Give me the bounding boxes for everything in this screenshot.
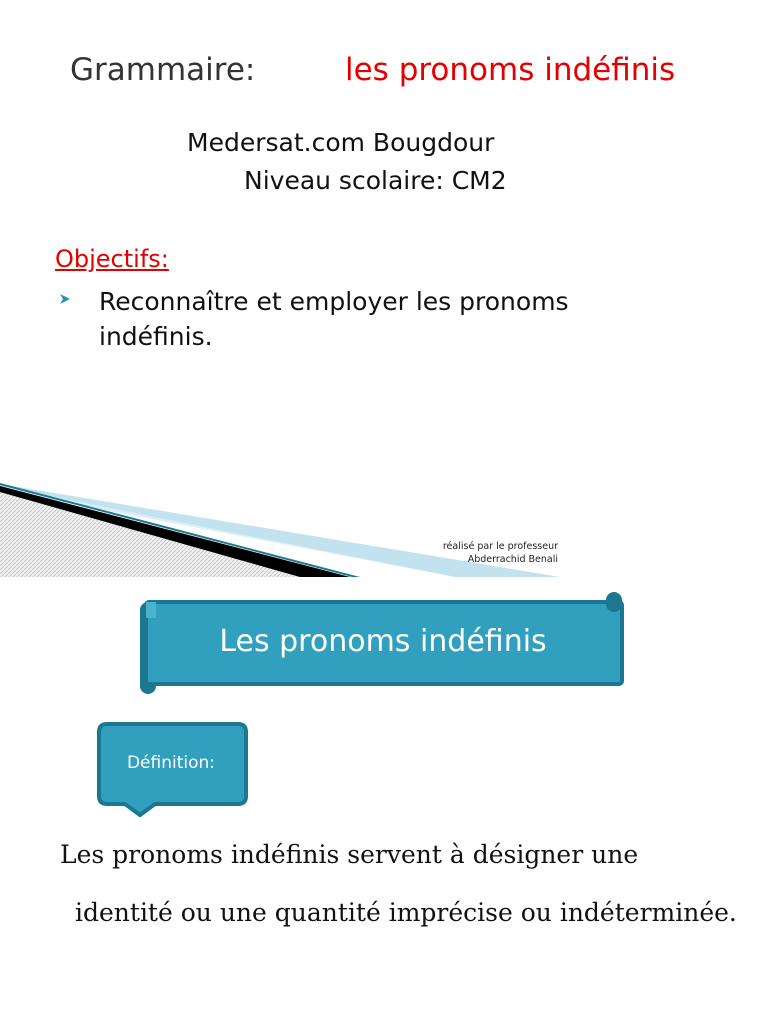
site-name: Medersat.com Bougdour (187, 128, 495, 157)
definition-line-1: Les pronoms indéfinis servent à désigner une (60, 840, 639, 869)
objective-item: Reconnaître et employer les pronoms indéfinis. (99, 287, 569, 351)
banner-title: Les pronoms indéfinis (219, 624, 547, 659)
callout-label: Définition: (126, 753, 216, 773)
title-label: Grammaire: (70, 52, 256, 88)
bullet-arrow-icon (58, 292, 72, 306)
credit-line-2: Abderrachid Benali (467, 554, 558, 565)
author-credit (380, 540, 558, 566)
definition-line-2: identité ou une quantité imprécise ou indéterminée. (75, 898, 737, 927)
title-topic: les pronoms indéfinis (345, 52, 676, 88)
objectives-heading: Objectifs: (55, 245, 169, 273)
school-level: Niveau scolaire: CM2 (244, 166, 507, 195)
credit-line-1: réalisé par le professeur (442, 541, 558, 552)
